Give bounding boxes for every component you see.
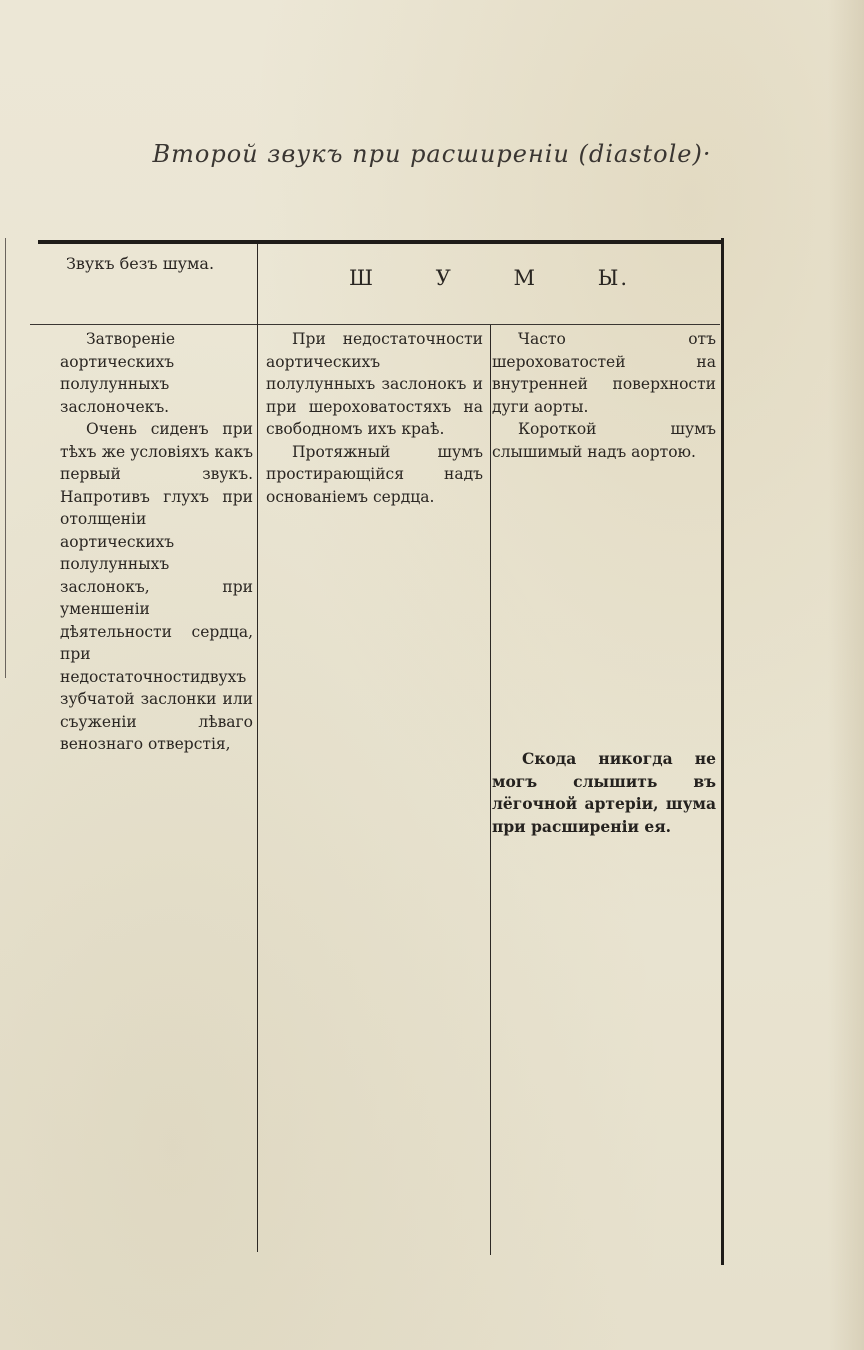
paragraph: Часто отъ шероховатостей на внутренней поверхности дуги аорты. [492,330,716,416]
column-header-murmurs [258,266,720,290]
paragraph: Протяжный шумъ простирающійся надъ основаніемъ сердца. [266,442,483,506]
paragraph: Скода никогда не могъ слышить въ лёгочной артеріи, шума при расширеніи ея. [492,749,716,836]
table-left-border [5,238,6,678]
table-header-rule [30,324,720,325]
column-divider-2 [490,325,491,1255]
header-letter: У [435,266,453,290]
cell-murmur-aortic-arch [492,328,716,463]
paragraph: Короткой шумъ слышимый надъ аортою. [492,420,716,461]
paragraph: Затвореніе аортическихъ полулунныхъ заслоночекъ. [60,330,176,416]
cell-note-pulmonary-artery [492,748,716,838]
cell-murmur-aortic-valves [266,328,483,508]
page-edge-shadow [828,0,864,1350]
header-letter: М [513,266,537,290]
header-letter: Ш [348,266,375,290]
paragraph: При недостаточности аортическихъ полулунныхъ заслонокъ и при шероховатостяхъ на свободномъ ихъ краѣ. [266,330,483,438]
paragraph: Очень сиденъ при тѣхъ же условіяхъ какъ первый звукъ. Напротивъ глухъ при отолщеніи аортическихъ полулунныхъ заслонокъ, при уменшеніи дѣятельности сердца, при недостаточностидвухъ зубчатой заслонки или съуженіи лѣваго венознаго отверстія, [60,420,253,753]
column-divider-1 [257,244,258,1252]
header-letter: Ы. [597,266,630,290]
table-top-rule [38,240,723,244]
page-heading: Второй звукъ при расширеніи (diastole)· [152,140,712,168]
column-header-sound-without-murmur: Звукъ безъ шума. [65,254,215,273]
table-right-border [721,238,724,1265]
cell-sound-without-murmur [60,328,253,756]
